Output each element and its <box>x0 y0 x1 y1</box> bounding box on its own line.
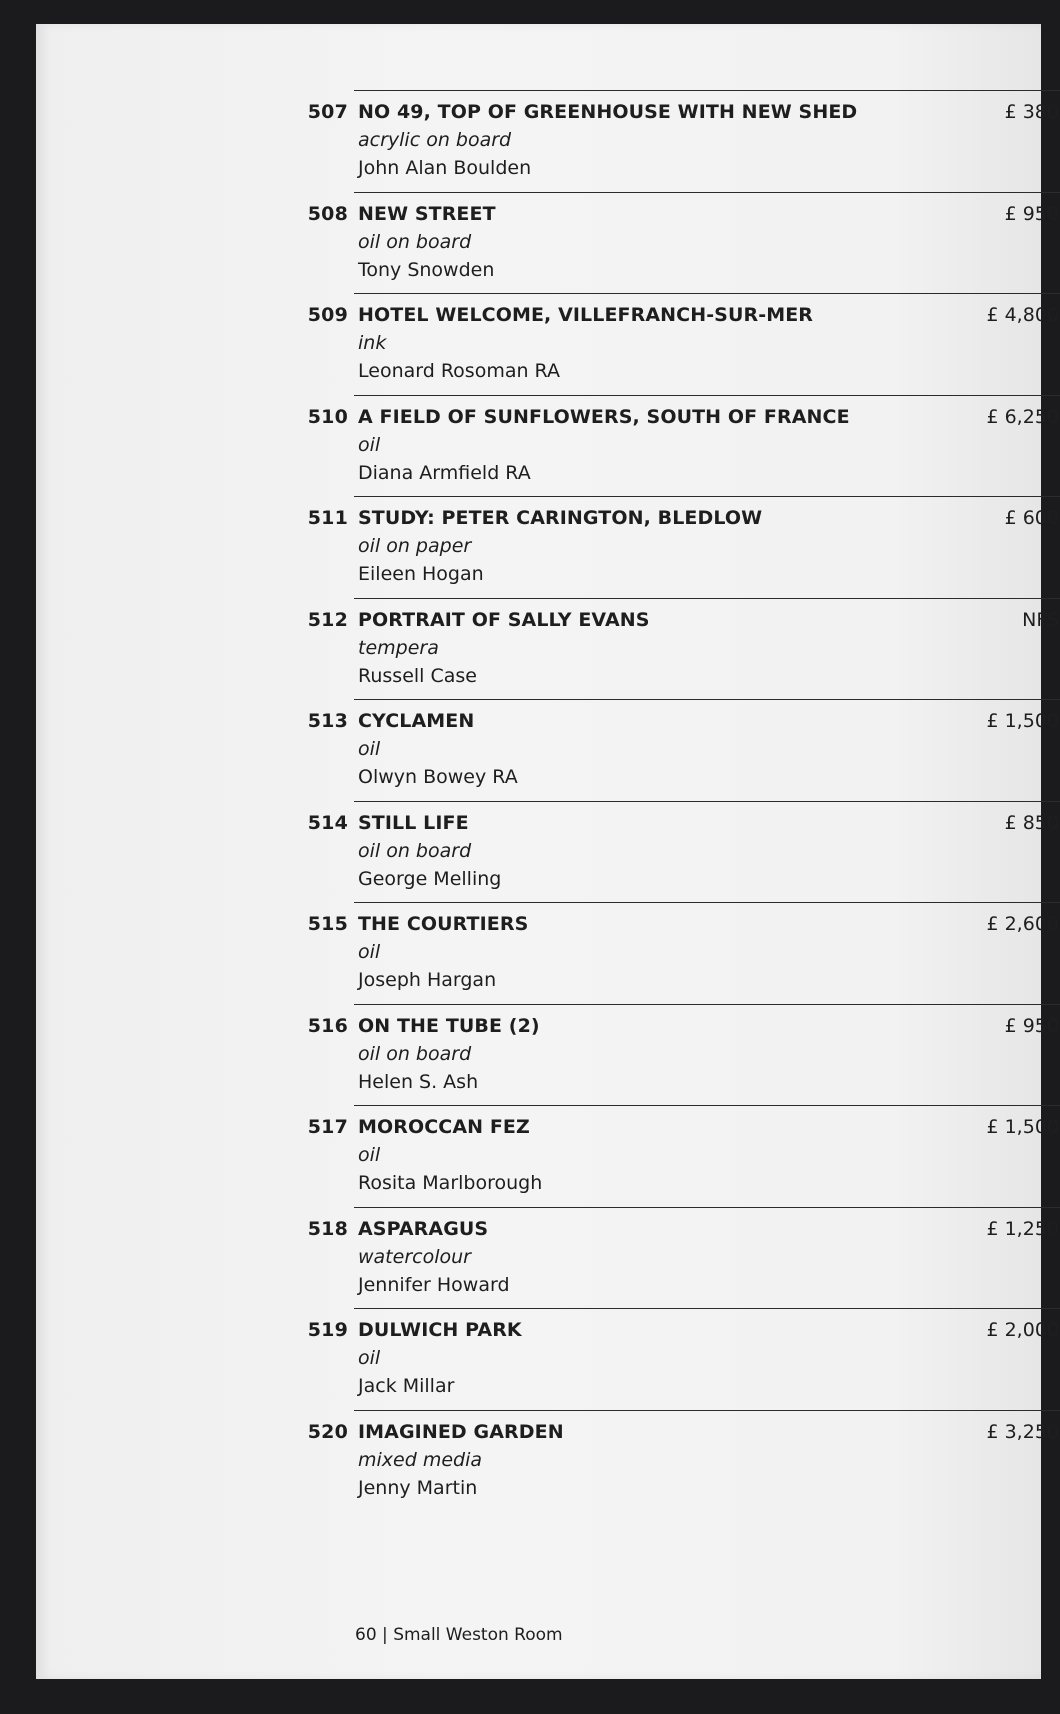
entry-number: 512 <box>307 608 348 631</box>
entry-artist: Leonard Rosoman RA <box>358 360 560 382</box>
entry-number: 518 <box>307 1217 348 1240</box>
entry-medium: oil <box>358 941 381 963</box>
catalogue-entry <box>36 1207 1059 1308</box>
entry-medium: watercolour <box>358 1245 471 1268</box>
footer-separator: | <box>382 1625 388 1645</box>
entry-divider <box>354 598 1060 599</box>
entry-medium: acrylic on board <box>358 129 512 151</box>
entry-medium: oil on board <box>358 1042 472 1065</box>
entry-price: £ 3,250 <box>986 1420 1059 1443</box>
entry-price: £ 1,250 <box>986 1217 1059 1240</box>
entry-medium: mixed media <box>358 1448 483 1471</box>
catalogue-entry <box>36 90 1059 191</box>
catalogue-entry <box>36 902 1059 1003</box>
catalogue-entry <box>36 496 1059 597</box>
entry-number: 507 <box>307 101 348 123</box>
catalogue-entry <box>36 395 1059 496</box>
entry-number: 515 <box>307 913 348 935</box>
entry-medium: oil <box>358 433 381 456</box>
entry-title: NO 49, TOP OF GREENHOUSE WITH NEW SHED <box>358 101 858 123</box>
entry-price: £ 1,500 <box>986 710 1059 732</box>
entry-title: PORTRAIT OF SALLY EVANS <box>358 608 650 631</box>
catalogue-entry <box>36 1004 1059 1105</box>
entry-medium: oil on board <box>358 230 472 253</box>
entry-price: £ 4,800 <box>986 304 1059 326</box>
entry-artist: Eileen Hogan <box>358 563 484 585</box>
entry-price: £ 2,600 <box>986 913 1059 935</box>
entry-price: £ 2,000 <box>986 1319 1059 1341</box>
entry-title: HOTEL WELCOME, VILLEFRANCH-SUR-MER <box>358 304 814 326</box>
catalogue-entry <box>36 598 1059 699</box>
entry-artist: George Melling <box>358 867 502 890</box>
entry-divider <box>354 801 1060 802</box>
page-footer <box>355 1625 563 1645</box>
entry-price: £ 1,500 <box>986 1116 1059 1138</box>
entry-title: A FIELD OF SUNFLOWERS, SOUTH OF FRANCE <box>358 405 850 428</box>
entry-title: THE COURTIERS <box>358 913 529 935</box>
entry-price: £ 380 <box>1004 101 1059 123</box>
entry-divider <box>354 293 1060 294</box>
entry-artist: Diana Armfield RA <box>358 461 531 484</box>
entry-number: 520 <box>307 1420 348 1443</box>
entry-artist: Olwyn Bowey RA <box>358 766 518 788</box>
entry-divider <box>354 1105 1060 1106</box>
entry-title: IMAGINED GARDEN <box>358 1420 564 1443</box>
entry-number: 519 <box>307 1319 348 1341</box>
entry-divider <box>354 1308 1060 1309</box>
entry-artist: Joseph Hargan <box>358 969 497 991</box>
entry-number: 513 <box>307 710 348 732</box>
catalogue-entry <box>36 293 1059 394</box>
entry-medium: oil <box>358 1347 381 1369</box>
entry-divider <box>354 1004 1060 1005</box>
entry-divider <box>354 192 1060 193</box>
entry-medium: oil on board <box>358 839 472 862</box>
entry-title: DULWICH PARK <box>358 1319 522 1341</box>
entry-title: ON THE TUBE (2) <box>358 1014 540 1037</box>
catalogue-entry <box>36 801 1059 902</box>
entry-number: 514 <box>307 811 348 834</box>
entry-title: ASPARAGUS <box>358 1217 489 1240</box>
entry-divider <box>354 1207 1060 1208</box>
entry-divider <box>354 1410 1060 1411</box>
catalogue-entry <box>36 1308 1059 1409</box>
catalogue-entry <box>36 1410 1059 1511</box>
entry-title: STUDY: PETER CARINGTON, BLEDLOW <box>358 507 763 529</box>
entry-divider <box>354 395 1060 396</box>
section-name: Small Weston Room <box>393 1625 563 1645</box>
entry-price: £ 850 <box>1004 811 1059 834</box>
catalogue-entry <box>36 192 1059 293</box>
entry-number: 510 <box>307 405 348 428</box>
entry-artist: Helen S. Ash <box>358 1070 479 1093</box>
entry-divider <box>354 699 1060 700</box>
entry-artist: Russell Case <box>358 664 477 687</box>
entry-number: 509 <box>307 304 348 326</box>
entry-divider <box>354 90 1060 91</box>
entry-artist: Jenny Martin <box>358 1476 478 1499</box>
entry-title: NEW STREET <box>358 202 496 225</box>
entry-divider <box>354 902 1060 903</box>
entry-price: £ 6,250 <box>986 405 1059 428</box>
entry-title: MOROCCAN FEZ <box>358 1116 530 1138</box>
entry-price: £ 600 <box>1004 507 1059 529</box>
entry-artist: Tony Snowden <box>358 258 495 281</box>
entry-price: NFS <box>1022 608 1059 631</box>
entry-medium: oil on paper <box>358 535 472 557</box>
entry-medium: oil <box>358 738 381 760</box>
catalogue-entry <box>36 1105 1059 1206</box>
catalogue-entry <box>36 699 1059 800</box>
entry-artist: John Alan Boulden <box>358 157 532 179</box>
page-number: 60 <box>355 1625 377 1645</box>
entry-artist: Rosita Marlborough <box>358 1172 543 1194</box>
entry-medium: oil <box>358 1144 381 1166</box>
entry-artist: Jennifer Howard <box>358 1273 510 1296</box>
entry-artist: Jack Millar <box>358 1375 455 1397</box>
entry-medium: ink <box>358 332 387 354</box>
entry-medium: tempera <box>358 636 439 659</box>
catalogue-page <box>36 24 1059 1679</box>
entry-number: 517 <box>307 1116 348 1138</box>
entry-price: £ 950 <box>1004 202 1059 225</box>
entry-number: 508 <box>307 202 348 225</box>
entry-number: 511 <box>307 507 348 529</box>
entry-title: STILL LIFE <box>358 811 469 834</box>
entry-divider <box>354 496 1060 497</box>
entry-price: £ 950 <box>1004 1014 1059 1037</box>
entry-number: 516 <box>307 1014 348 1037</box>
entry-title: CYCLAMEN <box>358 710 475 732</box>
